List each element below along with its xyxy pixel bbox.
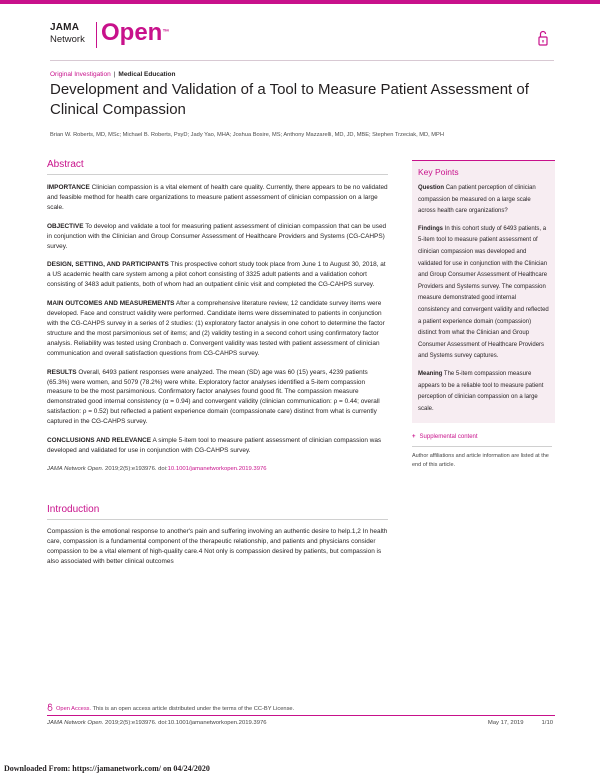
open-access-icon [47, 703, 53, 711]
introduction-heading: Introduction [47, 503, 388, 520]
open-access-notice: Open Access. This is an open access article distributed under the terms of the CC-BY License. [47, 703, 294, 713]
open-lock-icon [538, 30, 548, 46]
logo-jama: JAMA [50, 22, 80, 33]
section-label: MAIN OUTCOMES AND MEASUREMENTS [47, 300, 175, 308]
section-label: DESIGN, SETTING, AND PARTICIPANTS [47, 261, 169, 269]
abstract-objective: OBJECTIVE To develop and validate a tool for measuring patient assessment of clinician compassion that can be used in conjunction with the Clinician and Group Consumer Assessment of Healthcare Providers and Systems (CG-CAHPS) survey. [47, 222, 387, 250]
footer-rule [47, 715, 555, 716]
article-title: Development and Validation of a Tool to Measure Patient Assessment of Clinical Compassion [50, 81, 529, 118]
sidebar-rule [412, 446, 552, 447]
sidebar [412, 160, 555, 469]
header-rule [50, 60, 554, 61]
article-type[interactable]: Original Investigation [50, 71, 111, 78]
article-kicker [50, 71, 175, 79]
page-number: 1/10 [541, 720, 553, 726]
affiliations-note: Author affiliations and article information are listed at the end of this article. [412, 453, 549, 468]
plus-icon: + [412, 434, 416, 441]
footer-citation: JAMA Network Open. 2019;2(5):e193976. doi:10.1001/jamanetworkopen.2019.3976 [47, 720, 267, 726]
abstract-outcomes: MAIN OUTCOMES AND MEASUREMENTS After a comprehensive literature review, 12 candidate survey items were developed. Face and construct validity were performed. Candidate items were disseminated to patients in conjunction with the CG-CAHPS survey in a series of 2 studies: (1) exploratory factor analysis in one cohort to determine the factor structure and the most parsimonious set of items; and (2) validity testing in a second cohort using confirmatory factor analysis. Reliability was tested using Cronbach α. Convergent validity was tested with patient assessment of clinician communication and overall satisfaction questions from CG-CAHPS survey. [47, 300, 385, 357]
download-stamp: Downloaded From: https://jamanetwork.com/ on 04/24/2020 [4, 764, 210, 773]
key-points-heading: Key Points [418, 167, 459, 177]
introduction-section [47, 503, 388, 567]
doi-link[interactable]: 10.1001/jamanetworkopen.2019.3976 [167, 465, 267, 472]
section-label: IMPORTANCE [47, 184, 90, 191]
footer-date-page [488, 719, 553, 727]
section-label: RESULTS [47, 368, 77, 376]
article-citation: JAMA Network Open. 2019;2(5):e193976. doi:10.1001/jamanetworkopen.2019.3976 [47, 465, 267, 472]
logo-network: Network [50, 34, 85, 45]
abstract-conclusions: CONCLUSIONS AND RELEVANCE A simple 5-item tool to measure patient assessment of clinician compassion was developed and validated for use in conjunction with CG-CAHPS survey. [47, 437, 382, 454]
supplemental-content-link[interactable]: + Supplemental content [412, 434, 478, 441]
article-subject[interactable]: Medical Education [118, 71, 176, 78]
abstract-heading: Abstract [47, 158, 388, 175]
publication-date: May 17, 2019 [487, 720, 524, 726]
main-column [47, 158, 388, 566]
key-point-findings: Findings In this cohort study of 6493 patients, a 5-item tool to measure patient assessment of clinician compassion was developed and validated for use in conjunction with the Clinician and Group Consumer Assessment of Healthcare Providers and Systems survey. The compassion measure demonstrated good internal consistency and convergent validity and reflected a patient experience domain (compassion) distinct from what the Clinician and Group Consumer Assessment of Healthcare Providers and Systems survey captures. [418, 225, 549, 360]
accent-top-bar [0, 0, 600, 4]
kicker-separator: | [113, 71, 116, 78]
key-points-box [412, 160, 555, 423]
open-access-label[interactable]: Open Access. [56, 706, 92, 712]
section-label: CONCLUSIONS AND RELEVANCE [47, 437, 152, 445]
key-point-meaning: Meaning The 5-item compassion measure appears to be a reliable tool to measure patient perception of clinician compassion on a large scale. [418, 370, 544, 412]
abstract-importance: IMPORTANCE Clinician compassion is a vital element of health care quality. Currently, there appears to be no validated and feasible method for health care organizations to measure patient assessment of clinician compassion on a large scale. [47, 184, 388, 211]
author-list: Brian W. Roberts, MD, MSc; Michael B. Roberts, PsyD; Jady Yao, MHA; Joshua Bosire, MS; Anthony Mazzarelli, MD, JD, MBE; Stephen Trzeciak, MD, MPH [50, 132, 444, 138]
logo-divider [96, 22, 97, 48]
abstract-design: DESIGN, SETTING, AND PARTICIPANTS This prospective cohort study took place from June 1 to August 30, 2018, at a US academic health care system among a pilot cohort consisting of 3325 adult patients and a validation cohort consisting of 3483 adult patients, both of whom had an outpatient clinic visit and completed the CG-CAHPS survey. [47, 261, 386, 289]
logo-open: Open™ [101, 19, 170, 46]
introduction-text: Compassion is the emotional response to another's pain and suffering involving an authentic desire to help.1,2 In health care, compassion is a fundamental component of the therapeutic relationship, and patients and physicians consider compassion to be a vital element of high-quality care.4 Not only is compassion desired by patients, but compassion is also associated with better clinical outcomes [47, 527, 388, 565]
section-label: OBJECTIVE [47, 222, 84, 230]
abstract-results: RESULTS Overall, 6493 patient responses were analyzed. The mean (SD) age was 60 (15) years, 4239 patients (65.3%) were women, and 5079 (78.2%) were white. Exploratory factor analyses identified a 5-item compassion measure to be the most parsimonious. Confirmatory factor analyses found good fit. The compassion measure demonstrated good internal consistency (α = 0.94) and convergent validity (clinician communication: ρ = 0.44; overall satisfaction: ρ = 0.52) but reflected a patient experience domain (compassionate care) distinct from what is currently captured in the CG-CAHPS survey. [47, 368, 380, 426]
key-point-question: Question Can patient perception of clinician compassion be measured on a large scale across health care organizations? [418, 185, 536, 215]
